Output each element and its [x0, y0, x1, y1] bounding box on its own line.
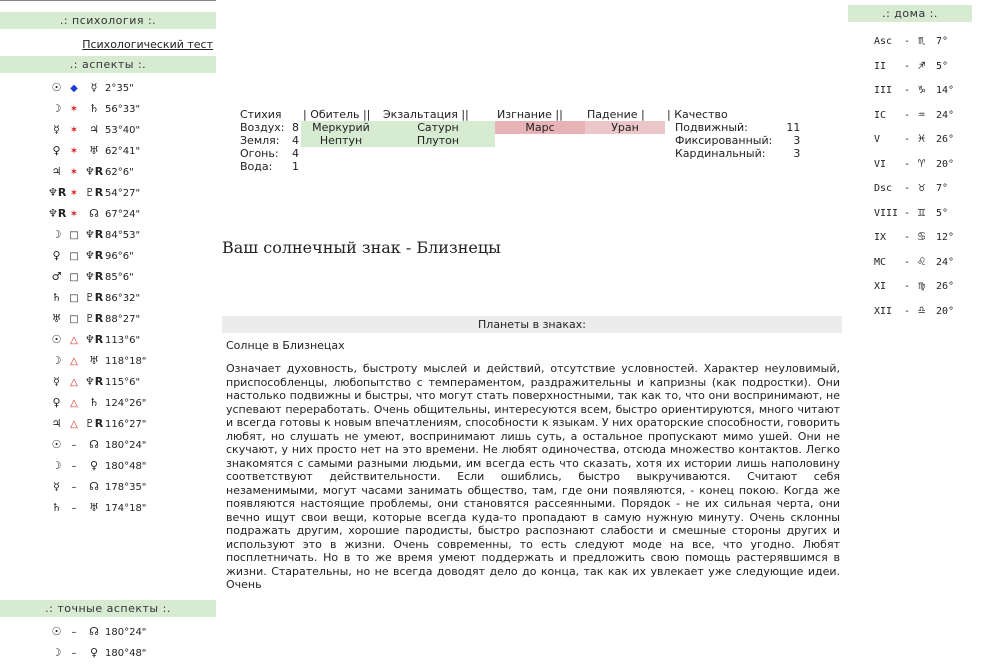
element-name: Воздух: — [240, 121, 285, 134]
quality-count: 3 — [793, 134, 801, 147]
house-row — [848, 28, 972, 53]
planet-glyph-icon: ♀ — [52, 396, 61, 409]
zodiac-sign-icon: ♏ — [918, 33, 926, 47]
left-sidebar — [0, 0, 216, 667]
planet-glyph-icon: ☿ — [53, 375, 60, 388]
house-separator: - — [904, 256, 911, 268]
aspect-row — [0, 203, 216, 224]
aspect-degree: 180°24" — [105, 440, 147, 451]
house-label: XI — [874, 281, 887, 292]
aspect-symbol-icon: ✶ — [69, 146, 79, 157]
planet-glyph-icon: ♅ — [89, 501, 99, 514]
house-label: IX — [874, 232, 887, 243]
aspect-row — [0, 161, 216, 182]
house-separator: - — [904, 85, 911, 96]
aspect-symbol-icon: □ — [69, 251, 79, 262]
aspects-list — [0, 77, 216, 518]
house-separator: - — [904, 109, 911, 121]
psych-test-row — [0, 34, 216, 56]
house-row — [848, 224, 972, 249]
house-degree: 20° — [936, 158, 955, 170]
exaltation-planet: Плутон — [381, 134, 495, 147]
house-label: Dsc — [874, 183, 893, 194]
quality-name — [665, 160, 774, 173]
domicile-planet: Меркурий — [301, 121, 381, 134]
aspect-symbol-icon: △ — [70, 335, 78, 346]
aspect-degree: 53°40" — [105, 125, 141, 136]
planet-glyph-icon: ♆R — [84, 270, 104, 283]
exaltation-planet — [381, 147, 495, 160]
aspect-symbol-icon: △ — [70, 377, 78, 388]
quality-name: Фиксированный: — [675, 134, 773, 147]
houses-list — [848, 28, 972, 322]
zodiac-sign-icon: ♒ — [918, 106, 926, 121]
aspect-symbol-icon: □ — [69, 272, 79, 283]
zodiac-sign-icon: ♎ — [918, 302, 926, 317]
aspect-row — [0, 182, 216, 203]
exile-planet: Марс — [495, 121, 585, 134]
aspect-row — [0, 245, 216, 266]
aspect-degree: 116°27" — [105, 419, 147, 430]
aspects-header: .: аспекты :. — [0, 56, 216, 73]
house-separator: - — [904, 207, 911, 219]
elements-row — [238, 147, 802, 160]
zodiac-sign-icon: ♓ — [918, 131, 926, 145]
exaltation-planet: Сатурн — [381, 121, 495, 134]
house-degree: 12° — [936, 232, 955, 243]
planet-glyph-icon: ♀ — [89, 646, 99, 659]
sun-sign-title: Ваш солнечный знак - Близнецы — [222, 238, 501, 257]
aspect-degree: 86°32" — [105, 293, 141, 304]
aspect-symbol-icon: △ — [70, 356, 78, 367]
aspect-symbol-icon: □ — [69, 230, 79, 241]
house-degree: 7° — [936, 183, 949, 194]
house-row — [848, 273, 972, 298]
quality-count: 11 — [786, 121, 801, 134]
aspect-symbol-icon: △ — [70, 419, 78, 430]
house-separator: - — [904, 305, 911, 317]
elements-table-header — [238, 108, 802, 121]
element-name: Огонь: — [240, 147, 279, 160]
element-count: 4 — [292, 147, 299, 160]
aspect-row — [0, 119, 216, 140]
exile-planet — [495, 160, 585, 173]
planet-glyph-icon: ♄ — [89, 102, 99, 115]
zodiac-sign-icon: ♈ — [918, 155, 926, 170]
aspect-degree: 178°35" — [105, 482, 147, 493]
zodiac-sign-icon: ♋ — [918, 229, 926, 243]
col-quality: | Качество — [667, 108, 728, 121]
aspect-degree: 96°6" — [105, 251, 134, 262]
aspect-symbol-icon: ✶ — [69, 209, 79, 220]
planet-glyph-icon: ☉ — [51, 625, 62, 638]
houses-header: .: дома :. — [848, 5, 972, 22]
elements-table — [238, 108, 802, 173]
planet-glyph-icon: ♆R — [84, 228, 104, 241]
aspect-row — [0, 350, 216, 371]
planet-glyph-icon: ♆R — [48, 207, 67, 220]
house-separator: - — [904, 232, 911, 243]
planet-glyph-icon: ♇R — [84, 186, 104, 199]
house-separator: - — [904, 134, 911, 145]
planet-glyph-icon: ♃ — [51, 417, 62, 430]
house-degree: 5° — [936, 60, 949, 72]
house-row — [848, 77, 972, 102]
house-label: III — [874, 85, 893, 96]
aspect-degree: 124°26" — [105, 398, 147, 409]
planet-glyph-icon: ♅ — [51, 312, 62, 325]
house-row — [848, 249, 972, 274]
top-divider — [0, 0, 216, 5]
house-degree: 20° — [936, 305, 955, 317]
exact-aspects-header: .: точные аспекты :. — [0, 600, 216, 617]
planet-glyph-icon: ♀ — [52, 249, 61, 262]
aspect-symbol-icon: □ — [69, 314, 79, 325]
planet-glyph-icon: ☽ — [51, 459, 62, 472]
aspect-degree: 84°53" — [105, 230, 141, 241]
planet-glyph-icon: ♃ — [89, 123, 99, 136]
planet-glyph-icon: ☽ — [51, 102, 62, 115]
exact-aspects-list — [0, 621, 216, 663]
house-degree: 24° — [936, 256, 955, 268]
aspect-row — [0, 77, 216, 98]
aspect-degree: 180°48" — [105, 461, 147, 472]
house-degree: 26° — [936, 134, 955, 145]
domicile-planet — [301, 147, 381, 160]
element-name: Земля: — [240, 134, 280, 147]
house-label: VIII — [874, 207, 899, 219]
house-label: XII — [874, 305, 893, 317]
elements-row — [238, 160, 802, 173]
planet-glyph-icon: ☿ — [53, 480, 60, 493]
house-degree: 14° — [936, 85, 955, 96]
planet-glyph-icon: ☉ — [51, 81, 62, 94]
exact-aspect-row — [0, 642, 216, 663]
aspect-degree: 62°6" — [105, 167, 134, 178]
zodiac-sign-icon: ♊ — [918, 204, 926, 219]
planet-glyph-icon: ♇R — [84, 312, 104, 325]
house-row — [848, 175, 972, 200]
aspect-symbol-icon: – — [71, 503, 77, 514]
house-separator: - — [904, 60, 911, 72]
aspect-degree: 88°27" — [105, 314, 141, 325]
aspect-degree: 174°18" — [105, 503, 147, 514]
col-fall: Падение | — [587, 108, 645, 121]
house-separator: - — [904, 36, 911, 47]
zodiac-sign-icon: ♉ — [918, 180, 926, 194]
aspect-row — [0, 287, 216, 308]
house-degree: 7° — [936, 36, 949, 47]
house-label: MC — [874, 256, 887, 268]
planet-glyph-icon: ☽ — [51, 228, 62, 241]
aspect-degree: 180°24" — [105, 627, 147, 638]
aspect-degree: 180°48" — [105, 648, 147, 659]
aspect-degree: 54°27" — [105, 188, 141, 199]
planet-glyph-icon: ♅ — [89, 144, 99, 157]
fall-planet — [585, 160, 665, 173]
quality-name: Подвижный: — [675, 121, 748, 134]
domicile-planet: Нептун — [301, 134, 381, 147]
house-row — [848, 200, 972, 225]
planet-glyph-icon: ☽ — [51, 354, 62, 367]
house-label: V — [874, 134, 881, 145]
right-sidebar — [848, 0, 972, 667]
zodiac-sign-icon: ♐ — [918, 57, 926, 72]
col-domicile: | Обитель || — [303, 108, 371, 121]
aspect-symbol-icon: ◆ — [70, 83, 78, 94]
zodiac-sign-icon: ♑ — [918, 82, 926, 96]
aspect-row — [0, 497, 216, 518]
house-label: Asc — [874, 36, 893, 47]
psychology-header: .: психология :. — [0, 12, 216, 29]
house-label: II — [874, 60, 887, 72]
planet-glyph-icon: ♅ — [89, 354, 99, 367]
house-separator: - — [904, 281, 911, 292]
exile-planet — [495, 147, 585, 160]
aspect-symbol-icon: – — [71, 482, 77, 493]
sun-in-gemini-subtitle: Солнце в Близнецах — [226, 339, 345, 352]
house-row — [848, 102, 972, 127]
planet-glyph-icon: ☉ — [51, 438, 62, 451]
quality-count: 3 — [793, 147, 801, 160]
quality-name: Кардинальный: — [675, 147, 766, 160]
elements-row — [238, 134, 802, 147]
planet-glyph-icon: ☉ — [51, 333, 62, 346]
aspect-row — [0, 476, 216, 497]
aspect-row — [0, 224, 216, 245]
aspect-symbol-icon: ✶ — [69, 104, 79, 115]
element-count: 8 — [292, 121, 299, 134]
aspect-row — [0, 140, 216, 161]
aspect-symbol-icon: – — [71, 627, 77, 638]
house-label: IC — [874, 109, 887, 121]
planet-glyph-icon: ♃ — [51, 165, 62, 178]
domicile-planet — [301, 160, 381, 173]
fall-planet — [585, 134, 665, 147]
col-element: Стихия — [240, 108, 282, 121]
planet-glyph-icon: ♆R — [84, 249, 104, 262]
fall-planet: Уран — [585, 121, 665, 134]
aspect-symbol-icon: ✶ — [69, 125, 79, 136]
zodiac-sign-icon: ♍ — [918, 278, 926, 292]
fall-planet — [585, 147, 665, 160]
planet-glyph-icon: ♂ — [51, 270, 62, 283]
house-separator: - — [904, 183, 911, 194]
aspect-symbol-icon: – — [71, 461, 77, 472]
aspect-row — [0, 329, 216, 350]
house-row — [848, 298, 972, 323]
planet-glyph-icon: ☽ — [51, 646, 62, 659]
planet-glyph-icon: ♀ — [52, 144, 61, 157]
house-degree: 26° — [936, 281, 955, 292]
element-name: Вода: — [240, 160, 273, 173]
planet-glyph-icon: ♆R — [84, 165, 104, 178]
quality-count — [774, 160, 802, 173]
aspect-symbol-icon: – — [71, 648, 77, 659]
house-label: VI — [874, 158, 887, 170]
planet-glyph-icon: ♄ — [51, 291, 62, 304]
aspect-degree: 118°18" — [105, 356, 147, 367]
aspect-row — [0, 98, 216, 119]
aspect-degree: 2°35" — [105, 83, 134, 94]
element-count: 1 — [292, 160, 299, 173]
aspect-degree: 113°6" — [105, 335, 141, 346]
aspect-degree: 85°6" — [105, 272, 134, 283]
aspect-row — [0, 371, 216, 392]
description-paragraph: Означает духовность, быстроту мыслей и действий, отсутствие условностей. Характер неуловимый, приспособленцы, любопытство с темпераментом, раздражительны и капризны (как подростки). Они настолько подвижны и быстры, что могут стать поверхностными, так как то, что они воспринимают, не успевают переработать. Очень общительны, интересуются всем, быстро ориентируются, много читают и всегда готовы к новым впечатлениям, способности к языкам. У них ораторские способности, говорить любят, но слушать не умеют, воспринимают лишь суть, а остальное пропускают мимо ушей. Они не скучают, у них просто нет на это времени. Не любят одиночества, отсюда множество контактов. Легко знакомятся с самыми разными людьми, им всегда есть что сказать, хотя их истории лишь наполовину соответствуют действительности. Если ошиблись, быстро выкручиваются. Считают себя незаменимыми, могут часами занимать общество, там, где они появляются, - конец покою. Когда же появляются настоящие проблемы, они становятся рассеянными. Порядок - не их сильная черта, они вечно ищут свои вещи, которые всегда куда-то пропадают в самую нужную минуту. Очень склонны подражать другим, хорошие пародисты, быстро распознают слабости и смешные стороны других и используют это в жизни. Очень современны, то есть следуют моде на все, что угодно. Любят посплетничать. Но в то же время умеют поддержать и предложить свою помощь растерявшимся в жизни. Старательны, но не всегда доводят дело до конца, так как их увлекает уже следующие идеи. Очень — [226, 362, 840, 591]
exact-aspect-row — [0, 621, 216, 642]
planet-glyph-icon: ☊ — [89, 438, 99, 451]
exaltation-planet — [381, 160, 495, 173]
planet-glyph-icon: ☿ — [90, 81, 98, 94]
planet-glyph-icon: ♆R — [84, 375, 104, 388]
col-exaltation: Экзальтация || — [383, 108, 469, 121]
aspect-symbol-icon: ✶ — [69, 188, 79, 199]
aspect-symbol-icon: □ — [69, 293, 79, 304]
house-degree: 5° — [936, 207, 949, 219]
aspect-row — [0, 413, 216, 434]
planet-glyph-icon: ☊ — [89, 207, 99, 220]
planet-glyph-icon: ♇R — [84, 291, 104, 304]
aspect-degree: 115°6" — [105, 377, 141, 388]
aspect-row — [0, 308, 216, 329]
aspect-symbol-icon: ✶ — [69, 167, 79, 178]
planet-glyph-icon: ☊ — [89, 480, 99, 493]
planet-glyph-icon: ☿ — [53, 123, 60, 136]
house-degree: 24° — [936, 109, 955, 121]
aspect-symbol-icon: – — [71, 440, 77, 451]
psychology-test-link[interactable]: Психологический тест — [82, 38, 213, 51]
house-row — [848, 151, 972, 176]
planet-glyph-icon: ♇R — [84, 417, 104, 430]
aspect-degree: 62°41" — [105, 146, 141, 157]
aspect-symbol-icon: △ — [70, 398, 78, 409]
planet-glyph-icon: ♆R — [84, 333, 104, 346]
house-row — [848, 53, 972, 78]
aspect-degree: 56°33" — [105, 104, 141, 115]
house-separator: - — [904, 158, 911, 170]
planet-glyph-icon: ☊ — [89, 625, 99, 638]
planet-glyph-icon: ♀ — [89, 459, 99, 472]
exile-planet — [495, 134, 585, 147]
planets-in-signs-header: Планеты в знаках: — [222, 316, 842, 333]
aspect-row — [0, 392, 216, 413]
col-exile: Изгнание || — [497, 108, 563, 121]
aspect-degree: 67°24" — [105, 209, 141, 220]
planet-glyph-icon: ♄ — [89, 396, 99, 409]
planet-glyph-icon: ♄ — [51, 501, 62, 514]
aspect-row — [0, 455, 216, 476]
planet-glyph-icon: ♆R — [48, 186, 67, 199]
house-row — [848, 126, 972, 151]
aspect-row — [0, 434, 216, 455]
elements-row — [238, 121, 802, 134]
aspect-row — [0, 266, 216, 287]
zodiac-sign-icon: ♌ — [918, 253, 926, 268]
element-count: 4 — [292, 134, 299, 147]
